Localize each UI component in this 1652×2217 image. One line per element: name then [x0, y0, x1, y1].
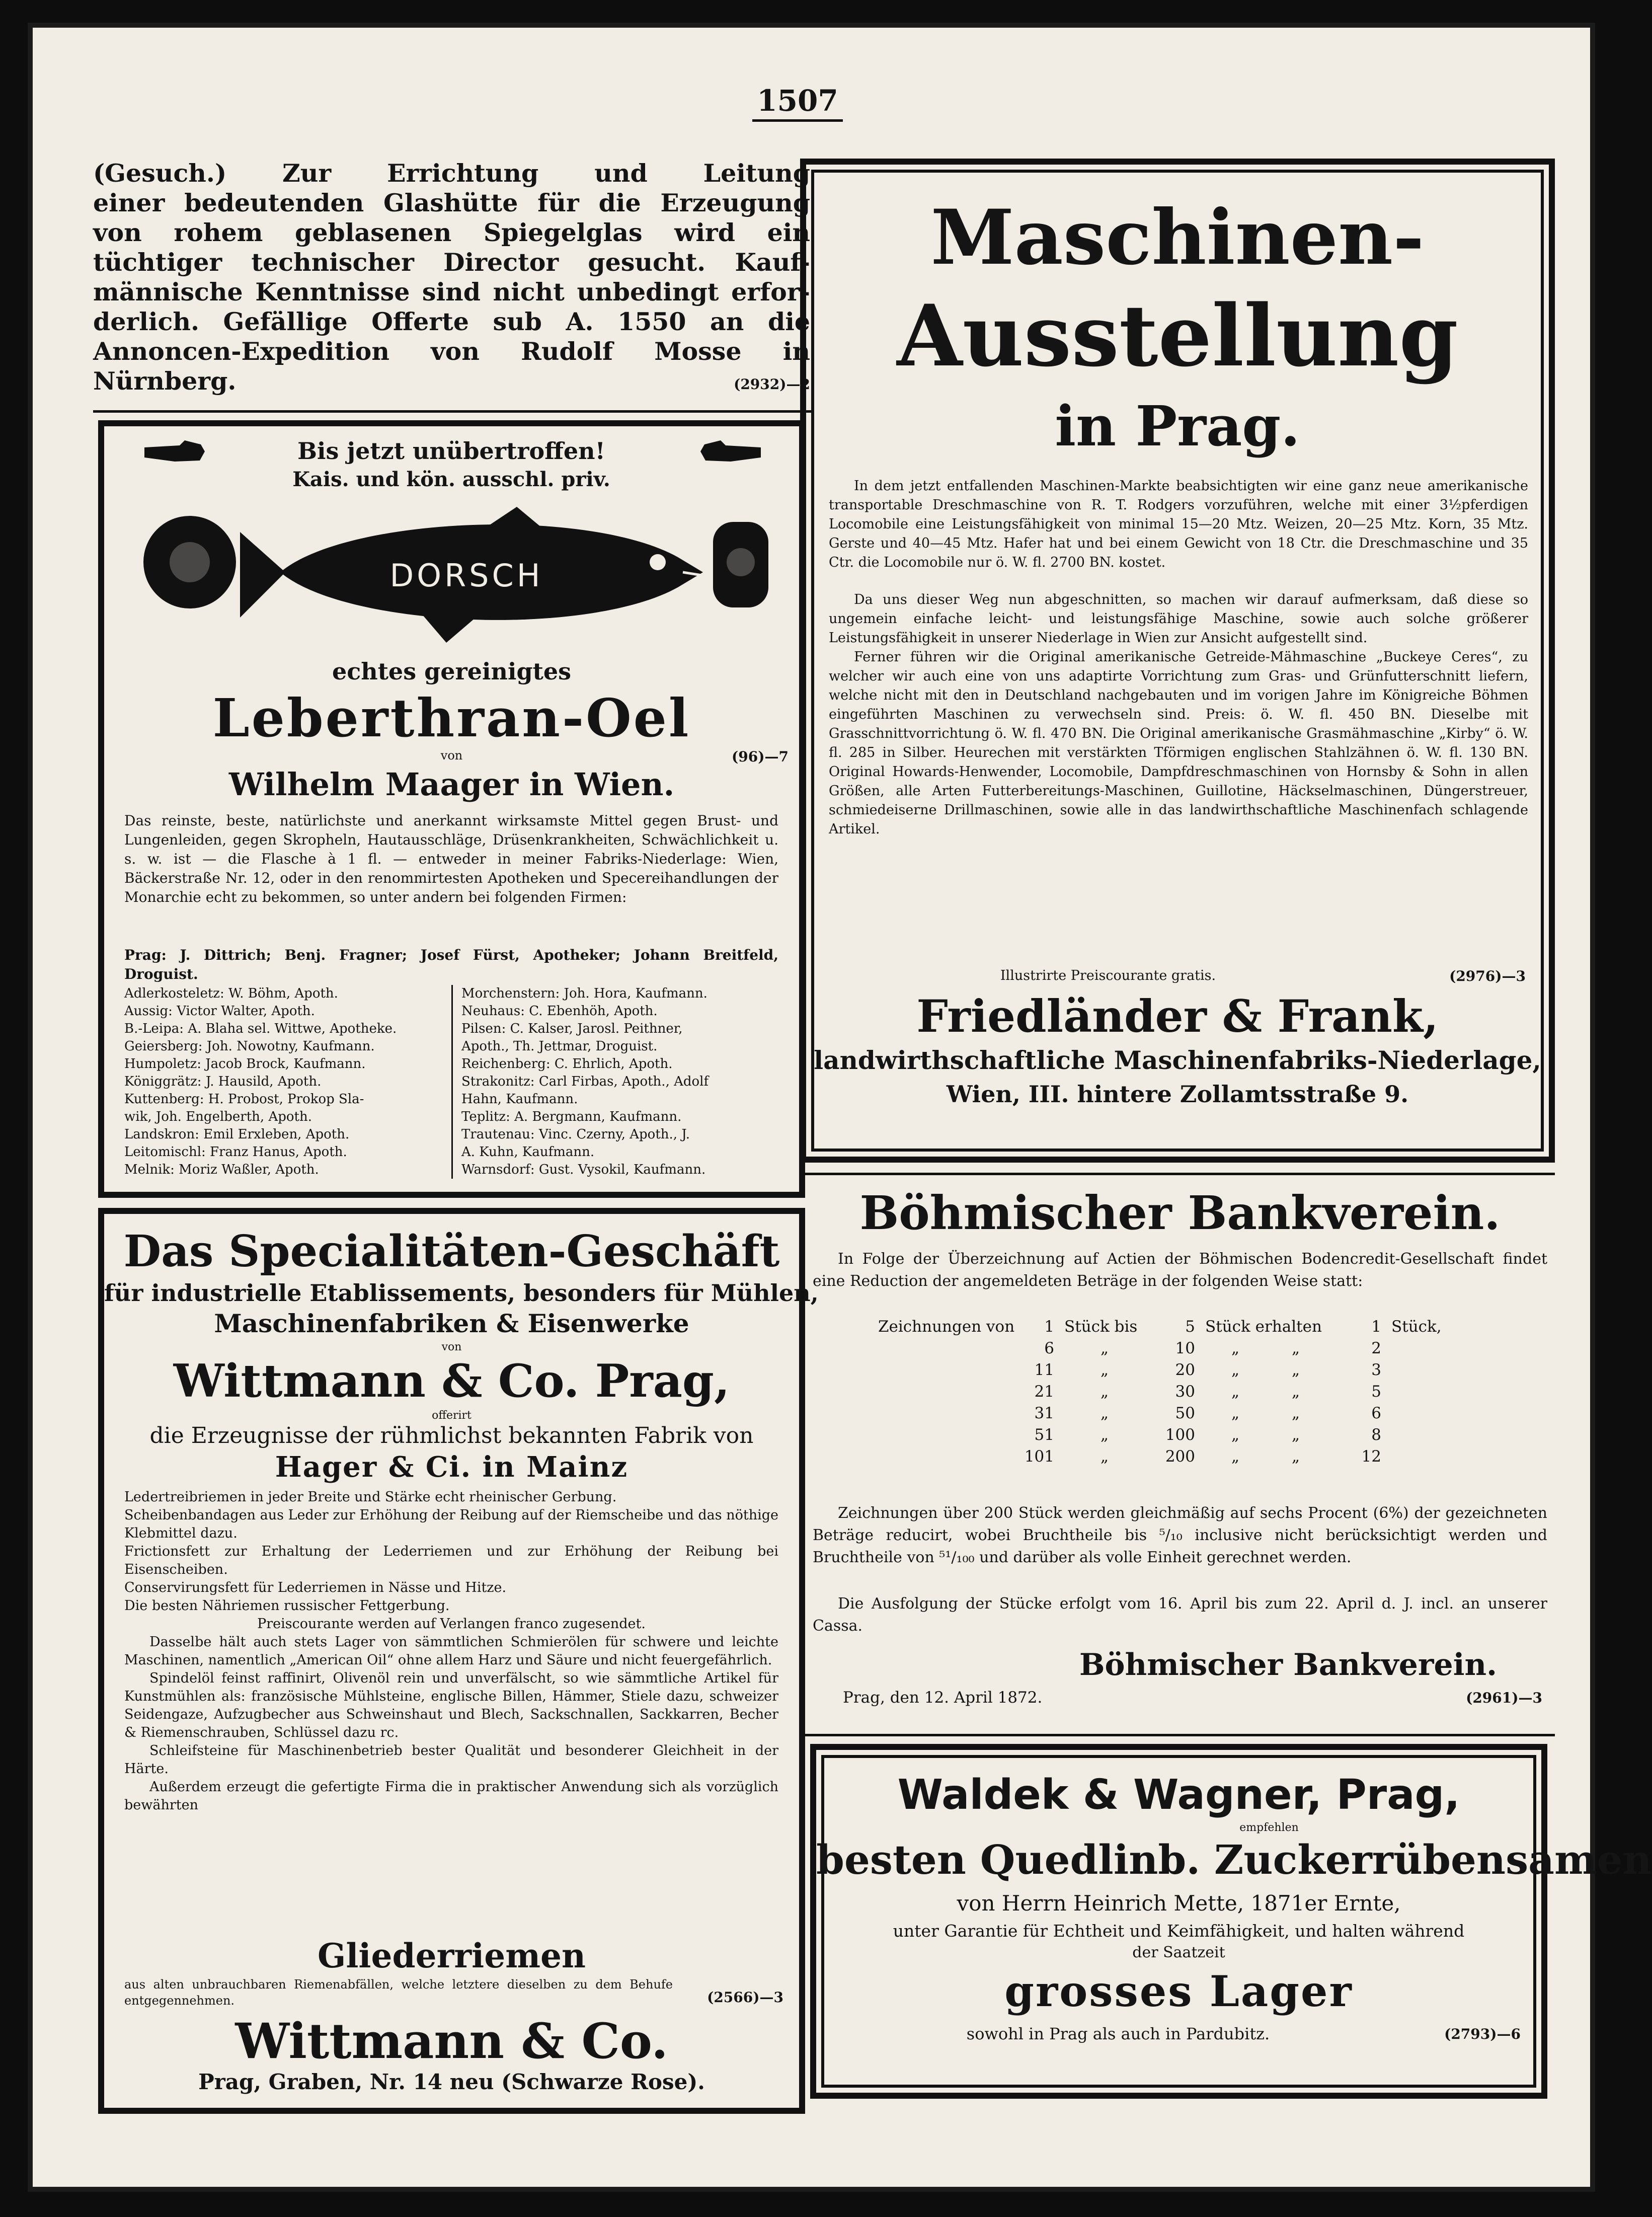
gesuch-text [93, 159, 810, 366]
list-item: Adlerkosteletz: W. Böhm, Apoth. [124, 986, 338, 1001]
maschinen-firm-sub: landwirthschaftliche Maschinenfabriks-Niederlage, [814, 1045, 1541, 1075]
ditto-mark: „ [1100, 1361, 1109, 1379]
ditto-mark: „ [1291, 1426, 1300, 1444]
bank-table-cell: 21 [1034, 1383, 1054, 1401]
list-item: Melnik: Moriz Waßler, Apoth. [124, 1162, 319, 1177]
bank-table-cell: 5 [1371, 1383, 1381, 1401]
waldek-line2: unter Garantie für Echtheit und Keimfähigkeit, und halten während [893, 1921, 1465, 1941]
maschinen-para1: In dem jetzt entfallenden Maschinen-Markte beabsichtigten wir eine ganz neue amerikanische transportable Dreschmaschine von R. T. Rodgers vorzuführen, welche mit einer 3½pferdigen Locomobile eine Leistungsfähigkeit von minimal 15—20 Mtz. Weizen, 20—25 Mtz. Korn, 35 Mtz. Gerste und 40—45 Mtz. Hafer hat und bei einem Gewicht von 18 Ctr. die Dreschmaschine und 35 Ctr. die Locomobile nur ö. W. fl. 2700 BN. kostet. [829, 478, 1528, 570]
list-divider [451, 985, 453, 1179]
bank-table-head: Stück erhalten [1205, 1318, 1322, 1336]
spezial-body-line: Conservirungsfett für Lederriemen in Nässe und Hitze. [124, 1580, 507, 1595]
bank-place-date: Prag, den 12. April 1872. [843, 1689, 1043, 1707]
spezial-ad [98, 1208, 819, 2114]
bank-table-cell: 3 [1371, 1361, 1381, 1379]
maschinen-title1: Maschinen- [930, 193, 1425, 282]
bank-table-head: Stück, [1391, 1318, 1442, 1336]
bank-ref: (2961)—3 [1466, 1690, 1542, 1706]
bank-table-cell: 10 [1175, 1339, 1195, 1357]
list-item: wik, Joh. Engelberth, Apoth. [124, 1109, 312, 1124]
spezial-maker: Hager & Ci. in Mainz [275, 1450, 628, 1484]
dorsch-body: Das reinste, beste, natürlichste und anerkannt wirksamste Mittel gegen Brust- und Lungenleiden, gegen Skropheln, Hautausschläge, Drüsenkrankheiten, Schwächlichkeit u. s. w. ist — die Flasche à 1 fl. — entweder in meiner Fabriks-Niederlage: Wien, Bäckerstraße Nr. 12, oder in den renommirtesten Apotheken und Specereihandlungen der Monarchie echt zu bekommen, so unter andern bei folgenden Firmen: [124, 812, 778, 905]
bank-table-cell: 8 [1371, 1426, 1381, 1444]
maschinen-address: Wien, III. hintere Zollamtsstraße 9. [946, 1081, 1409, 1108]
list-item: Pilsen: C. Kalser, Jarosl. Peithner, [461, 1021, 683, 1036]
list-item: Aussig: Victor Walter, Apoth. [124, 1004, 315, 1019]
ditto-mark: „ [1231, 1426, 1240, 1444]
dorsch-product: Leberthran-Oel [212, 687, 691, 749]
dorsch-privilege: Kais. und kön. ausschl. priv. [292, 468, 610, 491]
spezial-line1: für industrielle Etablissements, besonders für Mühlen, [104, 1279, 819, 1307]
waldek-title: Waldek & Wagner, Prag, [897, 1771, 1460, 1819]
list-item: Apoth., Th. Jettmar, Droguist. [461, 1039, 658, 1054]
spezial-line2: Maschinenfabriken & Eisenwerke [214, 1309, 689, 1338]
gesuch-line: derlich. Gefällige Offerte sub A. 1550 an die [93, 307, 810, 336]
bank-table-cell: 20 [1175, 1361, 1195, 1379]
spezial-body-line: Die besten Nähriemen russischer Fettgerbung. [124, 1598, 450, 1614]
waldek-big: grosses Lager [1004, 1966, 1353, 2016]
bank-table-cell: 30 [1175, 1383, 1195, 1401]
divider [800, 1734, 1555, 1736]
gesuch-line: tüchtiger technischer Director gesucht. Kauf- [93, 248, 810, 277]
gesuch-line: männische Kenntnisse sind nicht unbedingt erfor- [93, 277, 810, 307]
bank-para2: Zeichnungen über 200 Stück werden gleichmäßig auf sechs Procent (6%) der gezeichneten Beträge reducirt, wobei Bruchtheile bis ⁵/₁₀ inclusive nicht berücksichtigt werden und Bruchtheile von ⁵¹/₁₀₀ und darüber als volle Einheit gerechnet werden. [813, 1504, 1547, 1566]
maschinen-firm: Friedländer & Frank, [916, 990, 1439, 1042]
waldek-line1: von Herrn Heinrich Mette, 1871er Ernte, [957, 1891, 1401, 1916]
maschinen-ad [800, 159, 1555, 1163]
list-item: A. Kuhn, Kaufmann. [461, 1144, 595, 1160]
list-item: Trautenau: Vinc. Czerny, Apoth., J. [461, 1127, 690, 1142]
bank-table-cell: 12 [1361, 1447, 1381, 1466]
page-number-underline [752, 119, 843, 122]
bank-ad [813, 1180, 1547, 1724]
ditto-mark: „ [1291, 1361, 1300, 1379]
spezial-glieder-text: aus alten unbrauchbaren Riemenabfällen, welche letztere dieselben zu dem Behufe entgegennehmen. [124, 1977, 673, 2008]
ditto-mark: „ [1100, 1426, 1109, 1444]
waldek-product: besten Quedlinb. Zuckerrübensamen [816, 1836, 1652, 1883]
list-item: Morchenstern: Joh. Hora, Kaufmann. [461, 986, 707, 1001]
list-item: Humpoletz: Jacob Brock, Kaufmann. [124, 1056, 366, 1072]
bank-table-cell: 11 [1034, 1361, 1054, 1379]
ditto-mark: „ [1231, 1383, 1240, 1401]
list-item: Reichenberg: C. Ehrlich, Apoth. [461, 1056, 673, 1072]
bank-table-cell: 50 [1175, 1404, 1195, 1422]
maschinen-para2: Da uns dieser Weg nun abgeschnitten, so machen wir darauf aufmerksam, daß diese so ungemein einfache leicht- und leistungsfähige Maschine, sowie auch solche größerer Leistungsfähigkeit in unserer Niederlage in Wien zur Ansicht aufgestellt sind. [829, 592, 1528, 646]
ditto-mark: „ [1231, 1447, 1240, 1466]
spezial-body-line: Ledertreibriemen in jeder Breite und Stärke echt rheinischer Gerbung. [124, 1489, 617, 1505]
waldek-empf: empfehlen [1239, 1821, 1299, 1834]
list-item: B.-Leipa: A. Blaha sel. Wittwe, Apotheke. [124, 1021, 397, 1036]
dorsch-von: von [440, 748, 463, 762]
pointing-hand-right-icon [700, 440, 761, 464]
spezial-body-line: Dasselbe hält auch stets Lager von sämmtlichen Schmierölen für schwere und leichte Maschinen, namentlich „American Oil“ ohne allem Harz und Säure und nicht feuergefährlich. [124, 1634, 778, 1668]
maschinen-prices-line: Illustrirte Preiscourante gratis. [1000, 968, 1216, 983]
bank-table-head: Stück bis [1064, 1318, 1138, 1336]
list-item: Königgrätz: J. Hausild, Apoth. [124, 1074, 322, 1089]
spezial-offers: offerirt [432, 1409, 471, 1422]
bank-sign: Böhmischer Bankverein. [1079, 1647, 1497, 1683]
maschinen-ref: (2976)—3 [1449, 968, 1526, 984]
spezial-body-line: Spindelöl feinst raffinirt, Olivenöl rein und unverfälscht, so wie sämmtliche Artikel für Kunstmühlen als: französische Mühlsteine, englische Billen, Hämmer, Stiele dazu, schweizer Seidengaze, Aufzugbecher aus Schweinshaut und Blech, Sackschnallen, Sackkarren, Becher & Riemenschrauben, Schlüssel dazu rc. [124, 1670, 778, 1740]
ditto-mark: „ [1100, 1404, 1109, 1422]
spezial-body-line: Frictionsfett zur Erhaltung der Lederriemen und zur Erhöhung der Reibung bei Eisenscheiben. [124, 1544, 778, 1577]
dorsch-ad [98, 420, 805, 1198]
list-item: Geiersberg: Joh. Nowotny, Kaufmann. [124, 1039, 375, 1054]
spezial-address: Prag, Graben, Nr. 14 neu (Schwarze Rose). [198, 2070, 705, 2094]
dorsch-banner: Bis jetzt unübertroffen! [297, 437, 605, 465]
ditto-mark: „ [1231, 1361, 1240, 1379]
maschinen-para3: Ferner führen wir die Original amerikanische Getreide-Mähmaschine „Buckeye Ceres“, zu welcher wir auch eine von uns adaptirte Vorrichtung zum Gras- und Grünfutterschnitt liefern, welche nicht mit den in Deutschland nachgebauten und im vorigen Jahre im Königreiche Böhmen eingeführten Maschinen zu verwechseln sind. Preis: ö. W. fl. 450 BN. Dieselbe mit Grasschnittvorrichtung ö. W. fl. 470 BN. Die Original amerikanische Grasmähmaschine „Kirby“ ö. W. fl. 285 in Silber. Heurechen mit verstärkten Tförmigen englischen Stahlzähnen ö. W. fl. 130 BN. Original Howards-Henwender, Locomobile, Dampfdreschmaschinen von Hornsby & Sohn in allen Größen, alle Arten Futterbereitungs-Maschinen, Guillotine, Häckselmaschinen, Düngerstreuer, schmiedeiserne Drillmaschinen, sowie alle in das landwirthschaftliche Maschinenfach schlagende Artikel. [829, 649, 1528, 837]
spezial-line3: die Erzeugnisse der rühmlichst bekannten Fabrik von [149, 1423, 754, 1448]
spezial-body-line: Außerdem erzeugt die gefertigte Firma die in praktischer Anwendung sich als vorzüglich bewährten [124, 1779, 778, 1813]
bank-table-cell: 101 [1024, 1447, 1054, 1466]
bank-table-cell: 100 [1165, 1426, 1195, 1444]
bank-title: Böhmischer Bankverein. [859, 1186, 1501, 1240]
bank-table-cell: 6 [1044, 1339, 1054, 1357]
spezial-von: von [441, 1341, 462, 1353]
spezial-body-line: Scheibenbandagen aus Leder zur Erhöhung der Reibung auf der Riemscheibe und das nöthige Klebmittel dazu. [124, 1507, 778, 1541]
pointing-hand-left-icon [144, 440, 205, 464]
spezial-glieder: Gliederriemen [317, 1936, 586, 1975]
dorsch-right-list [461, 985, 783, 1179]
ditto-mark: „ [1100, 1447, 1109, 1466]
list-item: Neuhaus: C. Ebenhöh, Apoth. [461, 1004, 658, 1019]
waldek-ref: (2793)—6 [1444, 2026, 1521, 2042]
dorsch-line1: echtes gereinigtes [332, 658, 572, 685]
fish-label: DORSCH [389, 557, 543, 594]
ditto-mark: „ [1231, 1404, 1240, 1422]
gesuch-ref: (2932)—2 [734, 376, 810, 393]
ditto-mark: „ [1100, 1339, 1109, 1357]
bank-table-head: 1 [1371, 1318, 1381, 1336]
bank-table-cell: 31 [1034, 1404, 1054, 1422]
bank-intro: In Folge der Überzeichnung auf Actien der Böhmischen Bodencredit-Gesellschaft findet eine Reduction der angemeldeten Beträge in der folgenden Weise statt: [813, 1250, 1547, 1290]
gesuch-line: einer bedeutenden Glashütte für die Erzeugung [93, 188, 810, 217]
page-number: 1507 [757, 84, 838, 118]
waldek-ad [810, 1744, 1652, 2099]
list-item: Teplitz: A. Bergmann, Kaufmann. [461, 1109, 682, 1124]
bank-table-head: Zeichnungen von [878, 1318, 1015, 1336]
bank-para3: Die Ausfolgung der Stücke erfolgt vom 16. April bis zum 22. April d. J. incl. an unserer Cassa. [813, 1595, 1547, 1635]
ditto-mark: „ [1291, 1447, 1300, 1466]
waldek-line3: der Saatzeit [1132, 1944, 1225, 1961]
list-item: Leitomischl: Franz Hanus, Apoth. [124, 1144, 347, 1160]
gesuch-last-line: Nürnberg. [93, 366, 237, 396]
ditto-mark: „ [1291, 1404, 1300, 1422]
ditto-mark: „ [1100, 1383, 1109, 1401]
gesuch-ad [93, 159, 810, 425]
list-item: Strakonitz: Carl Firbas, Apoth., Adolf [461, 1074, 709, 1089]
waldek-line4: sowohl in Prag als auch in Pardubitz. [966, 2024, 1270, 2043]
bank-table-head: 1 [1044, 1318, 1054, 1336]
ditto-mark: „ [1291, 1383, 1300, 1401]
spezial-ref: (2566)—3 [707, 1989, 783, 2006]
spezial-body [124, 1488, 778, 1814]
list-item: Kuttenberg: H. Probost, Prokop Sla- [124, 1092, 364, 1107]
newspaper-page [28, 23, 1652, 2192]
bank-table-cell: 200 [1165, 1447, 1195, 1466]
ditto-mark: „ [1231, 1339, 1240, 1357]
bank-table-cell: 2 [1371, 1339, 1381, 1357]
dorsch-maker: Wilhelm Maager in Wien. [228, 766, 675, 803]
gesuch-line: von rohem geblasenen Spiegelglas wird ein [93, 218, 810, 247]
bank-table-cell: 51 [1034, 1426, 1054, 1444]
divider [800, 1173, 1555, 1175]
spezial-firm2: Wittmann & Co. [235, 2013, 668, 2070]
dorsch-prag: Prag: J. Dittrich; Benj. Fragner; Josef Fürst, Apotheker; Johann Breitfeld, Droguist. [124, 947, 778, 982]
maschinen-title2: Ausstellung [897, 286, 1458, 386]
dorsch-fish-illustration [134, 502, 773, 648]
gesuch-line: Annoncen-Expedition von Rudolf Mosse in [93, 337, 810, 366]
ditto-mark: „ [1291, 1339, 1300, 1357]
list-item: Hahn, Kaufmann. [461, 1092, 578, 1107]
spezial-body-line: Schleifsteine für Maschinenbetrieb bester Qualität und besonderer Gleichheit in der Härte. [124, 1743, 778, 1777]
bank-table-head: 5 [1185, 1318, 1195, 1336]
dorsch-ref: (96)—7 [732, 748, 789, 765]
list-item: Landskron: Emil Erxleben, Apoth. [124, 1127, 350, 1142]
spezial-body-line: Preiscourante werden auf Verlangen franco zugesendet. [257, 1616, 646, 1632]
divider [93, 410, 813, 413]
spezial-title: Das Specialitäten-Geschäft [123, 1226, 780, 1277]
dorsch-left-list [124, 985, 446, 1179]
bank-table-cell: 6 [1371, 1404, 1381, 1422]
gesuch-line: (Gesuch.) Zur Errichtung und Leitung [93, 159, 810, 188]
spezial-firm: Wittmann & Co. Prag, [173, 1354, 730, 1408]
maschinen-title3: in Prag. [1055, 394, 1300, 458]
list-item: Warnsdorf: Gust. Vysokil, Kaufmann. [461, 1162, 706, 1177]
